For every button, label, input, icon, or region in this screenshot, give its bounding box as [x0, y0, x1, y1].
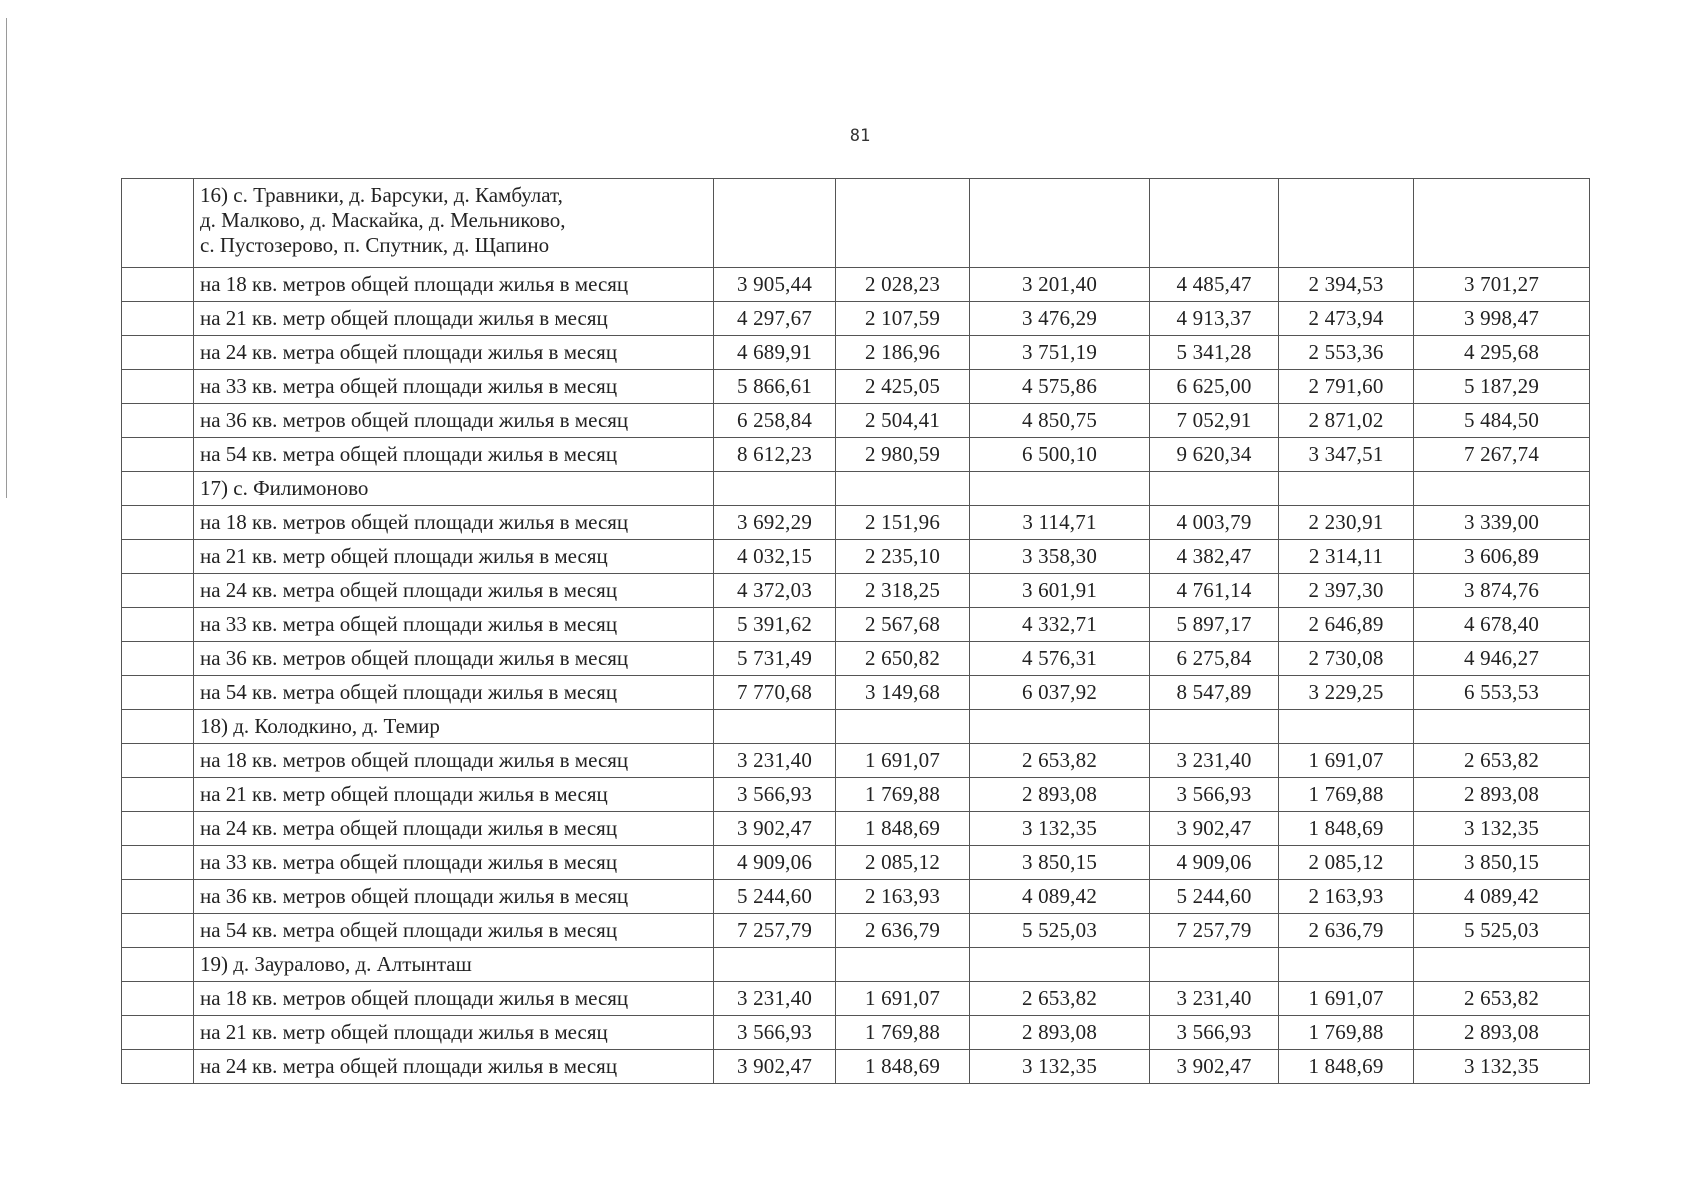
section-title-row: [122, 472, 1590, 506]
value-cell: 6 500,10: [970, 438, 1150, 472]
value-cell: 3 751,19: [970, 336, 1150, 370]
value-cell: 3 201,40: [970, 268, 1150, 302]
empty-cell: [970, 948, 1150, 982]
value-cell: 2 163,93: [1279, 880, 1414, 914]
value-cell: 3 231,40: [1150, 744, 1279, 778]
row-label: на 18 кв. метров общей площади жилья в месяц: [194, 982, 714, 1016]
row-label: на 33 кв. метра общей площади жилья в месяц: [194, 846, 714, 880]
value-cell: 3 566,93: [1150, 778, 1279, 812]
row-number-cell: [122, 336, 194, 370]
value-cell: 2 980,59: [836, 438, 970, 472]
value-cell: 1 848,69: [836, 1050, 970, 1084]
section-title-line: 18) д. Колодкино, д. Темир: [200, 714, 440, 738]
value-cell: 1 848,69: [1279, 1050, 1414, 1084]
value-cell: 4 372,03: [714, 574, 836, 608]
value-cell: 3 231,40: [714, 744, 836, 778]
row-number-cell: [122, 574, 194, 608]
value-cell: 2 636,79: [1279, 914, 1414, 948]
section-title-line: 17) с. Филимоново: [200, 476, 369, 500]
empty-cell: [714, 710, 836, 744]
table-row: [122, 1050, 1590, 1084]
value-cell: 3 476,29: [970, 302, 1150, 336]
value-cell: 9 620,34: [1150, 438, 1279, 472]
row-number-cell: [122, 676, 194, 710]
value-cell: 2 397,30: [1279, 574, 1414, 608]
table-row: [122, 438, 1590, 472]
row-number-cell: [122, 438, 194, 472]
value-cell: 2 653,82: [1414, 982, 1590, 1016]
value-cell: 2 567,68: [836, 608, 970, 642]
value-cell: 2 473,94: [1279, 302, 1414, 336]
value-cell: 3 902,47: [714, 812, 836, 846]
value-cell: 1 691,07: [1279, 744, 1414, 778]
row-number-cell: [122, 710, 194, 744]
value-cell: 2 553,36: [1279, 336, 1414, 370]
value-cell: 4 332,71: [970, 608, 1150, 642]
row-label: на 36 кв. метров общей площади жилья в месяц: [194, 642, 714, 676]
table-row: [122, 778, 1590, 812]
table-row: [122, 846, 1590, 880]
row-number-cell: [122, 179, 194, 268]
section-title-row: [122, 710, 1590, 744]
row-label: на 36 кв. метров общей площади жилья в месяц: [194, 404, 714, 438]
row-label: на 21 кв. метр общей площади жилья в месяц: [194, 302, 714, 336]
empty-cell: [836, 472, 970, 506]
empty-cell: [1414, 179, 1590, 268]
value-cell: 6 275,84: [1150, 642, 1279, 676]
table-row: [122, 914, 1590, 948]
value-cell: 1 691,07: [836, 744, 970, 778]
row-label: на 54 кв. метра общей площади жилья в месяц: [194, 438, 714, 472]
value-cell: 2 230,91: [1279, 506, 1414, 540]
row-number-cell: [122, 1016, 194, 1050]
value-cell: 2 504,41: [836, 404, 970, 438]
value-cell: 4 850,75: [970, 404, 1150, 438]
section-title: [194, 948, 714, 982]
value-cell: 1 769,88: [836, 778, 970, 812]
value-cell: 2 893,08: [1414, 778, 1590, 812]
value-cell: 1 769,88: [1279, 1016, 1414, 1050]
value-cell: 2 893,08: [970, 1016, 1150, 1050]
value-cell: 6 625,00: [1150, 370, 1279, 404]
value-cell: 4 913,37: [1150, 302, 1279, 336]
empty-cell: [1414, 472, 1590, 506]
value-cell: 2 085,12: [836, 846, 970, 880]
empty-cell: [1279, 179, 1414, 268]
value-cell: 3 874,76: [1414, 574, 1590, 608]
value-cell: 6 553,53: [1414, 676, 1590, 710]
table-row: [122, 676, 1590, 710]
value-cell: 1 848,69: [1279, 812, 1414, 846]
row-label: на 24 кв. метра общей площади жилья в месяц: [194, 574, 714, 608]
row-label: на 33 кв. метра общей площади жилья в месяц: [194, 608, 714, 642]
value-cell: 4 761,14: [1150, 574, 1279, 608]
row-label: на 18 кв. метров общей площади жилья в месяц: [194, 744, 714, 778]
value-cell: 2 653,82: [1414, 744, 1590, 778]
section-title-row: [122, 948, 1590, 982]
empty-cell: [1150, 472, 1279, 506]
value-cell: 3 902,47: [1150, 812, 1279, 846]
value-cell: 3 114,71: [970, 506, 1150, 540]
value-cell: 4 089,42: [1414, 880, 1590, 914]
value-cell: 1 691,07: [836, 982, 970, 1016]
value-cell: 2 636,79: [836, 914, 970, 948]
row-label: на 54 кв. метра общей площади жилья в месяц: [194, 676, 714, 710]
value-cell: 2 107,59: [836, 302, 970, 336]
table-row: [122, 1016, 1590, 1050]
row-label: на 21 кв. метр общей площади жилья в месяц: [194, 778, 714, 812]
value-cell: 8 612,23: [714, 438, 836, 472]
value-cell: 4 909,06: [714, 846, 836, 880]
table-row: [122, 268, 1590, 302]
value-cell: 4 089,42: [970, 880, 1150, 914]
value-cell: 3 149,68: [836, 676, 970, 710]
value-cell: 3 132,35: [970, 812, 1150, 846]
value-cell: 3 231,40: [1150, 982, 1279, 1016]
section-title-row: [122, 179, 1590, 268]
value-cell: 2 425,05: [836, 370, 970, 404]
empty-cell: [1279, 472, 1414, 506]
page-number: 81: [849, 126, 871, 146]
value-cell: 2 653,82: [970, 744, 1150, 778]
value-cell: 4 382,47: [1150, 540, 1279, 574]
value-cell: 7 257,79: [714, 914, 836, 948]
empty-cell: [836, 948, 970, 982]
value-cell: 1 769,88: [836, 1016, 970, 1050]
value-cell: 3 566,93: [1150, 1016, 1279, 1050]
value-cell: 3 998,47: [1414, 302, 1590, 336]
value-cell: 3 850,15: [970, 846, 1150, 880]
row-number-cell: [122, 472, 194, 506]
value-cell: 7 052,91: [1150, 404, 1279, 438]
value-cell: 6 258,84: [714, 404, 836, 438]
value-cell: 4 689,91: [714, 336, 836, 370]
table-row: [122, 574, 1590, 608]
value-cell: 5 484,50: [1414, 404, 1590, 438]
value-cell: 3 358,30: [970, 540, 1150, 574]
empty-cell: [970, 472, 1150, 506]
table-row: [122, 302, 1590, 336]
value-cell: 5 244,60: [714, 880, 836, 914]
row-number-cell: [122, 506, 194, 540]
value-cell: 2 650,82: [836, 642, 970, 676]
empty-cell: [1150, 179, 1279, 268]
value-cell: 7 267,74: [1414, 438, 1590, 472]
value-cell: 4 297,67: [714, 302, 836, 336]
value-cell: 2 893,08: [1414, 1016, 1590, 1050]
row-label: на 54 кв. метра общей площади жилья в месяц: [194, 914, 714, 948]
value-cell: 4 575,86: [970, 370, 1150, 404]
table-row: [122, 642, 1590, 676]
row-number-cell: [122, 982, 194, 1016]
row-number-cell: [122, 268, 194, 302]
row-number-cell: [122, 404, 194, 438]
row-label: на 24 кв. метра общей площади жилья в месяц: [194, 336, 714, 370]
value-cell: 3 347,51: [1279, 438, 1414, 472]
row-label: на 24 кв. метра общей площади жилья в месяц: [194, 1050, 714, 1084]
table-row: [122, 982, 1590, 1016]
value-cell: 3 339,00: [1414, 506, 1590, 540]
empty-cell: [1279, 948, 1414, 982]
value-cell: 5 244,60: [1150, 880, 1279, 914]
value-cell: 2 893,08: [970, 778, 1150, 812]
section-title: [194, 472, 714, 506]
value-cell: 4 678,40: [1414, 608, 1590, 642]
value-cell: 3 601,91: [970, 574, 1150, 608]
row-label: на 18 кв. метров общей площади жилья в месяц: [194, 506, 714, 540]
value-cell: 5 391,62: [714, 608, 836, 642]
table-row: [122, 370, 1590, 404]
value-cell: 3 566,93: [714, 1016, 836, 1050]
empty-cell: [1150, 948, 1279, 982]
value-cell: 4 295,68: [1414, 336, 1590, 370]
tariff-table: [121, 178, 1590, 1084]
row-label: на 18 кв. метров общей площади жилья в месяц: [194, 268, 714, 302]
section-title-line: д. Малково, д. Маскайка, д. Мельниково,: [200, 208, 566, 232]
value-cell: 2 730,08: [1279, 642, 1414, 676]
section-title: [194, 179, 714, 268]
empty-cell: [714, 472, 836, 506]
row-label: на 21 кв. метр общей площади жилья в месяц: [194, 540, 714, 574]
row-number-cell: [122, 880, 194, 914]
value-cell: 3 692,29: [714, 506, 836, 540]
empty-cell: [836, 710, 970, 744]
value-cell: 5 731,49: [714, 642, 836, 676]
section-title-line: с. Пустозерово, п. Спутник, д. Щапино: [200, 233, 550, 257]
table-row: [122, 404, 1590, 438]
row-label: на 24 кв. метра общей площади жилья в месяц: [194, 812, 714, 846]
value-cell: 2 163,93: [836, 880, 970, 914]
empty-cell: [1279, 710, 1414, 744]
value-cell: 4 946,27: [1414, 642, 1590, 676]
row-number-cell: [122, 608, 194, 642]
table-row: [122, 506, 1590, 540]
empty-cell: [1414, 948, 1590, 982]
empty-cell: [1414, 710, 1590, 744]
value-cell: 5 525,03: [970, 914, 1150, 948]
value-cell: 2 235,10: [836, 540, 970, 574]
value-cell: 4 576,31: [970, 642, 1150, 676]
empty-cell: [714, 179, 836, 268]
value-cell: 3 229,25: [1279, 676, 1414, 710]
table-row: [122, 540, 1590, 574]
table-row: [122, 608, 1590, 642]
section-title-line: 19) д. Зауралово, д. Алтынташ: [200, 952, 472, 976]
value-cell: 5 897,17: [1150, 608, 1279, 642]
value-cell: 5 187,29: [1414, 370, 1590, 404]
row-number-cell: [122, 914, 194, 948]
value-cell: 7 257,79: [1150, 914, 1279, 948]
row-number-cell: [122, 778, 194, 812]
value-cell: 2 151,96: [836, 506, 970, 540]
value-cell: 3 132,35: [970, 1050, 1150, 1084]
row-number-cell: [122, 846, 194, 880]
table-row: [122, 336, 1590, 370]
row-number-cell: [122, 1050, 194, 1084]
value-cell: 3 905,44: [714, 268, 836, 302]
value-cell: 2 186,96: [836, 336, 970, 370]
value-cell: 2 653,82: [970, 982, 1150, 1016]
table-row: [122, 880, 1590, 914]
value-cell: 2 318,25: [836, 574, 970, 608]
value-cell: 3 902,47: [1150, 1050, 1279, 1084]
scan-margin-line: [6, 18, 7, 498]
value-cell: 5 525,03: [1414, 914, 1590, 948]
value-cell: 1 848,69: [836, 812, 970, 846]
row-number-cell: [122, 812, 194, 846]
empty-cell: [836, 179, 970, 268]
value-cell: 3 132,35: [1414, 1050, 1590, 1084]
row-label: на 21 кв. метр общей площади жилья в месяц: [194, 1016, 714, 1050]
row-label: на 36 кв. метров общей площади жилья в месяц: [194, 880, 714, 914]
row-number-cell: [122, 642, 194, 676]
row-number-cell: [122, 744, 194, 778]
table-row: [122, 744, 1590, 778]
value-cell: 3 566,93: [714, 778, 836, 812]
value-cell: 2 314,11: [1279, 540, 1414, 574]
value-cell: 1 769,88: [1279, 778, 1414, 812]
empty-cell: [714, 948, 836, 982]
value-cell: 3 902,47: [714, 1050, 836, 1084]
value-cell: 5 866,61: [714, 370, 836, 404]
value-cell: 3 606,89: [1414, 540, 1590, 574]
empty-cell: [970, 179, 1150, 268]
section-title-line: 16) с. Травники, д. Барсуки, д. Камбулат,: [200, 183, 563, 207]
empty-cell: [970, 710, 1150, 744]
value-cell: 2 394,53: [1279, 268, 1414, 302]
row-number-cell: [122, 370, 194, 404]
section-title: [194, 710, 714, 744]
value-cell: 1 691,07: [1279, 982, 1414, 1016]
value-cell: 7 770,68: [714, 676, 836, 710]
row-label: на 33 кв. метра общей площади жилья в месяц: [194, 370, 714, 404]
value-cell: 8 547,89: [1150, 676, 1279, 710]
value-cell: 3 132,35: [1414, 812, 1590, 846]
empty-cell: [1150, 710, 1279, 744]
value-cell: 2 871,02: [1279, 404, 1414, 438]
row-number-cell: [122, 948, 194, 982]
value-cell: 2 646,89: [1279, 608, 1414, 642]
value-cell: 4 003,79: [1150, 506, 1279, 540]
table-row: [122, 812, 1590, 846]
value-cell: 4 032,15: [714, 540, 836, 574]
value-cell: 2 028,23: [836, 268, 970, 302]
value-cell: 2 085,12: [1279, 846, 1414, 880]
value-cell: 2 791,60: [1279, 370, 1414, 404]
value-cell: 3 231,40: [714, 982, 836, 1016]
value-cell: 4 909,06: [1150, 846, 1279, 880]
value-cell: 3 850,15: [1414, 846, 1590, 880]
value-cell: 6 037,92: [970, 676, 1150, 710]
value-cell: 5 341,28: [1150, 336, 1279, 370]
value-cell: 3 701,27: [1414, 268, 1590, 302]
row-number-cell: [122, 540, 194, 574]
row-number-cell: [122, 302, 194, 336]
value-cell: 4 485,47: [1150, 268, 1279, 302]
